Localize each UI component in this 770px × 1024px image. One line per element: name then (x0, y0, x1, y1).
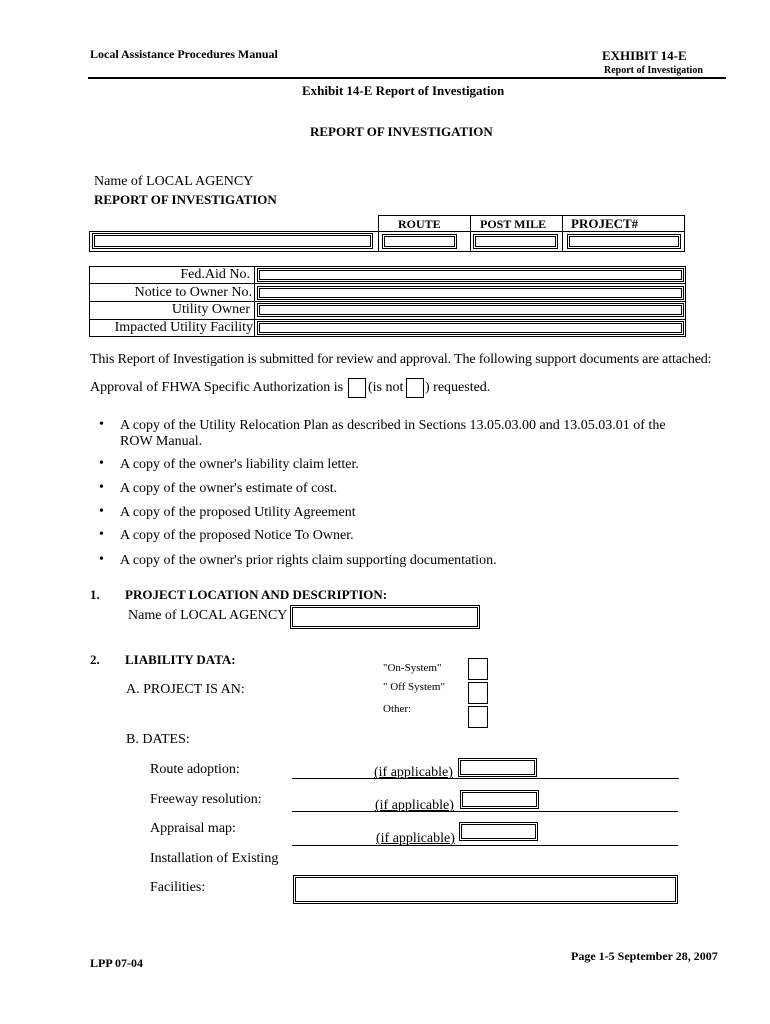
approval-suffix: ) requested. (425, 380, 491, 395)
footer-right: Page 1-5 September 28, 2007 (571, 949, 718, 963)
fed-aid-input[interactable] (257, 268, 684, 282)
off-system-checkbox[interactable] (468, 682, 488, 704)
attachment-item-1-cont: ROW Manual. (120, 434, 203, 449)
intro-text: This Report of Investigation is submitted for review and approval. The following support documents are attached: (90, 352, 712, 367)
route-input[interactable] (382, 234, 457, 249)
bullet-icon: • (99, 527, 104, 542)
facilities-input[interactable] (293, 875, 678, 904)
appraisal-map-label: Appraisal map: (150, 821, 236, 836)
section1-title: PROJECT LOCATION AND DESCRIPTION: (125, 587, 388, 602)
section1-number: 1. (90, 587, 100, 602)
utility-owner-label: Utility Owner (171, 302, 250, 317)
route-adoption-label: Route adoption: (150, 762, 240, 777)
bullet-icon: • (99, 456, 104, 471)
impacted-facility-input[interactable] (257, 321, 684, 335)
approval-is-not-checkbox[interactable] (406, 378, 424, 398)
appraisal-map-line (292, 845, 678, 846)
agency-label: Name of LOCAL AGENCY (94, 174, 254, 189)
dates-label: B. DATES: (126, 732, 190, 747)
section1-agency-input[interactable] (290, 605, 480, 629)
exhibit-title: Exhibit 14-E Report of Investigation (302, 83, 505, 98)
on-system-label: "On-System" (383, 662, 442, 674)
freeway-resolution-label: Freeway resolution: (150, 792, 262, 807)
exhibit-label: EXHIBIT 14-E (602, 48, 687, 63)
freeway-resolution-line (292, 811, 678, 812)
approval-prefix: Approval of FHWA Specific Authorization is (90, 380, 344, 395)
approval-is-checkbox[interactable] (348, 378, 366, 398)
post-mile-input[interactable] (473, 234, 558, 249)
bullet-icon: • (99, 480, 104, 495)
header-rule (88, 77, 726, 79)
bullet-icon: • (99, 504, 104, 519)
route-adoption-note: (if applicable) (374, 765, 453, 780)
notice-owner-label: Notice to Owner No. (134, 285, 252, 300)
agency-subtitle: REPORT OF INVESTIGATION (94, 192, 277, 207)
attachment-item-2: A copy of the owner's liability claim letter. (120, 457, 359, 472)
freeway-resolution-note: (if applicable) (375, 798, 454, 813)
fed-aid-label: Fed.Aid No. (180, 267, 250, 282)
other-checkbox[interactable] (468, 706, 488, 728)
attachment-item-6: A copy of the owner's prior rights claim supporting documentation. (120, 553, 497, 568)
section2-number: 2. (90, 652, 100, 667)
section1-agency-label: Name of LOCAL AGENCY (128, 608, 288, 623)
attachment-item-5: A copy of the proposed Notice To Owner. (120, 528, 354, 543)
main-title: REPORT OF INVESTIGATION (310, 124, 493, 139)
bullet-icon: • (99, 552, 104, 567)
bullet-icon: • (99, 417, 104, 432)
attachment-item-1: A copy of the Utility Relocation Plan as described in Sections 13.05.03.00 and 13.05.03.01 of the (120, 418, 666, 433)
other-label: Other: (383, 703, 412, 715)
attachment-item-3: A copy of the owner's estimate of cost. (120, 481, 338, 496)
section2-title: LIABILITY DATA: (125, 652, 236, 667)
exhibit-subtitle: Report of Investigation (604, 65, 703, 76)
footer-left: LPP 07-04 (90, 956, 143, 970)
route-adoption-line (292, 778, 679, 779)
project-type-label: A. PROJECT IS AN: (126, 682, 245, 697)
county-input[interactable] (92, 233, 373, 249)
appraisal-map-note: (if applicable) (376, 831, 455, 846)
appraisal-map-input[interactable] (459, 822, 538, 841)
freeway-resolution-input[interactable] (460, 790, 539, 809)
attachment-item-4: A copy of the proposed Utility Agreement (120, 505, 356, 520)
impacted-facility-label: Impacted Utility Facility (114, 320, 253, 335)
installation-label: Installation of Existing (150, 851, 279, 866)
route-adoption-input[interactable] (458, 758, 537, 777)
post-mile-header: POST MILE (480, 217, 547, 231)
project-header: PROJECT# (571, 216, 639, 231)
route-header: ROUTE (398, 217, 441, 231)
manual-title: Local Assistance Procedures Manual (90, 47, 278, 61)
approval-is-not-label: (is not (368, 380, 404, 395)
on-system-checkbox[interactable] (468, 658, 488, 680)
utility-owner-input[interactable] (257, 303, 684, 317)
off-system-label: " Off System" (383, 681, 445, 693)
facilities-label: Facilities: (150, 880, 206, 895)
notice-owner-input[interactable] (257, 286, 684, 300)
project-input[interactable] (567, 234, 681, 249)
